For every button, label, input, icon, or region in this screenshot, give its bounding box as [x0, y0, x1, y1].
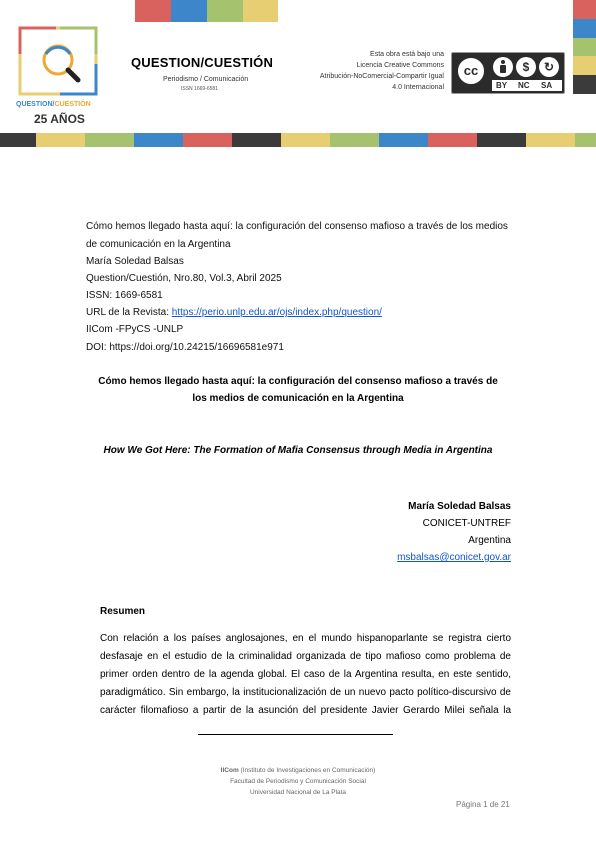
abstract-line: carácter filomafioso a partir de la asunción del presidente Javier Gerardo Milei señala la — [100, 705, 511, 716]
footer-faculty: Facultad de Periodismo y Comunicación Social — [230, 778, 366, 785]
meta-title-line-1: Cómo hemos llegado hasta aquí: la configuración del consenso mafioso a través de los medios — [86, 221, 508, 232]
journal-title: QUESTION/CUESTIÓN — [131, 55, 274, 70]
logo-caption-cuestion: CUESTIÓN — [54, 101, 91, 108]
logo-years: 25 AÑOS — [34, 112, 85, 126]
author-affiliation: CONICET-UNTREF — [422, 518, 511, 529]
meta-citation: Question/Cuestión, Nro.80, Vol.3, Abril 2025 — [86, 273, 282, 284]
meta-title-line-2: de comunicación en la Argentina — [86, 239, 231, 250]
journal-url-link[interactable]: https://perio.unlp.edu.ar/ojs/index.php/question/ — [171, 307, 382, 318]
abstract-line: paradigmático. Sin embargo, la institucionalización de un nuevo pacto político-discursivo de — [100, 687, 511, 698]
abstract-line: desfasaje en el estudio de la criminalidad organizada de tipo mafioso como problema de — [100, 651, 511, 662]
author-email-link[interactable]: msbalsas@conicet.gov.ar — [397, 552, 511, 563]
footer-university: Universidad Nacional de La Plata — [249, 789, 347, 796]
abstract-heading: Resumen — [100, 606, 146, 617]
abstract-line: Con relación a los países anglosajones, en el mundo hispanoparlante se registra cierto — [100, 633, 511, 644]
meta-url-label: URL de la Revista: — [86, 307, 172, 318]
article-title-line-1: Cómo hemos llegado hasta aquí: la configuración del consenso mafioso a través de — [98, 376, 498, 387]
cc-icon: cc — [456, 56, 486, 86]
cc-nc-label: NC — [518, 81, 530, 90]
sa-share-icon: ↻ — [539, 57, 559, 77]
footer-institute-bold: IICom — [220, 767, 239, 774]
author-country: Argentina — [468, 535, 511, 546]
magnifier-logo-icon — [16, 24, 100, 100]
abstract-line: primer orden dentro de la agenda global. El caso de la Argentina resulta, en este sentido, — [100, 669, 511, 680]
header-top-color-strip — [135, 0, 278, 22]
journal-subtitle: Periodismo / Comunicación — [163, 76, 249, 83]
footer-divider — [198, 734, 393, 735]
article-title-line-2: los medios de comunicación en la Argentina — [192, 393, 404, 404]
header-right-color-strip — [573, 0, 596, 94]
cc-license-badge[interactable] — [451, 52, 565, 94]
footer-institute-name: (Instituto de Investigaciones en Comunicación) — [240, 767, 376, 774]
journal-issn: ISSN 1669-6581 — [181, 86, 218, 92]
meta-doi: DOI: https://doi.org/10.24215/16696581e971 — [86, 342, 284, 353]
page-number: Página 1 de 21 — [456, 800, 510, 809]
meta-institution: IICom -FPyCS -UNLP — [86, 324, 184, 335]
article-english-title: How We Got Here: The Formation of Mafia Consensus through Media in Argentina — [103, 445, 493, 456]
meta-author: María Soledad Balsas — [86, 256, 184, 267]
journal-logo — [16, 24, 100, 132]
meta-url-line — [86, 307, 382, 318]
license-line: Licencia Creative Commons — [356, 62, 444, 69]
author-email — [300, 552, 511, 563]
author-name: María Soledad Balsas — [408, 501, 511, 512]
license-line: Atribución-NoComercial-Compartir Igual — [319, 73, 444, 80]
header-bottom-color-strip — [0, 133, 596, 147]
meta-issn: ISSN: 1669-6581 — [86, 290, 163, 301]
license-line: Esta obra está bajo una — [370, 51, 444, 58]
license-text — [296, 49, 444, 93]
nc-dollar-icon: $ — [516, 57, 536, 77]
license-line: 4.0 Internacional — [392, 84, 444, 91]
cc-sa-label: SA — [541, 81, 553, 90]
by-person-icon — [493, 57, 513, 77]
footer-institute — [0, 767, 596, 774]
abstract-paragraph — [100, 630, 511, 720]
cc-by-label: BY — [496, 81, 508, 90]
logo-caption-question: QUESTION/ — [16, 101, 55, 108]
